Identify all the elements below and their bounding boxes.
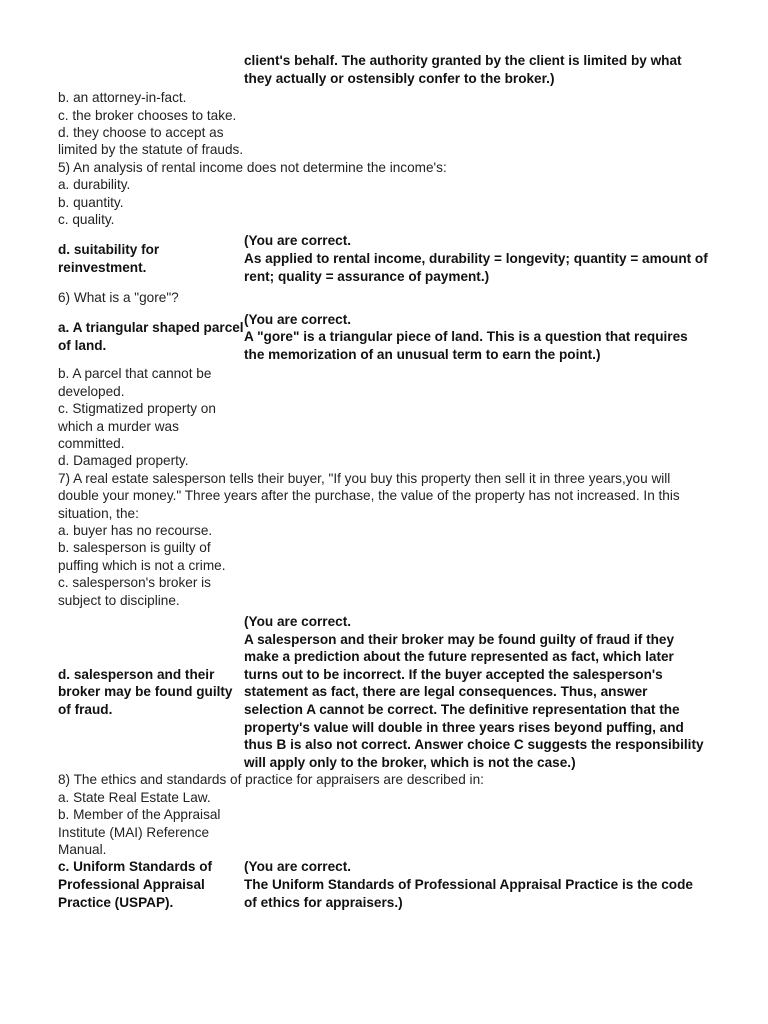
q8-answer-row — [58, 858, 708, 911]
q6-answer: a. A triangular shaped parcel of land. — [58, 320, 244, 354]
q4-explanation-row — [58, 52, 708, 87]
q7-option-b: b. salesperson is guilty of puffing which is not a crime. — [58, 540, 226, 573]
quiz-document — [58, 52, 708, 911]
q6-option-b: b. A parcel that cannot be developed. — [58, 366, 212, 399]
q8-feedback-text: The Uniform Standards of Professional Appraisal Practice is the code of ethics for appraisers.) — [244, 877, 693, 910]
q5-option-a: a. durability. — [58, 177, 131, 193]
q8-feedback-status: (You are correct. — [244, 859, 352, 875]
q4-option-b: b. an attorney-in-fact. — [58, 90, 187, 106]
q8-option-b: b. Member of the Appraisal Institute (MAI) Reference Manual. — [58, 807, 221, 858]
q5-option-b: b. quantity. — [58, 194, 124, 210]
q8-option-a: a. State Real Estate Law. — [58, 789, 211, 805]
q4-option-c: c. the broker chooses to take. — [58, 107, 237, 123]
q6-feedback-status: (You are correct. — [244, 311, 352, 327]
q6-question: 6) What is a "gore"? — [58, 290, 179, 306]
q5-question: 5) An analysis of rental income does not determine the income's: — [58, 159, 447, 175]
q5-feedback-text: As applied to rental income, durability = longevity; quantity = amount of rent; quality = assurance of payment.) — [244, 251, 708, 284]
q6-feedback — [244, 311, 708, 364]
q7-option-c: c. salesperson's broker is subject to discipline. — [58, 575, 211, 608]
q6-option-c: c. Stigmatized property on which a murder was committed. — [58, 401, 216, 452]
q5-answer-row — [58, 232, 708, 285]
q4-option-d: d. they choose to accept as limited by the statute of frauds. — [58, 125, 244, 158]
q8-answer: c. Uniform Standards of Professional Appraisal Practice (USPAP). — [58, 859, 213, 910]
q5-feedback — [244, 232, 708, 285]
q6-option-d: d. Damaged property. — [58, 453, 189, 469]
q4-explanation-tail: client's behalf. The authority granted by the client is limited by what they actually or ostensibly confer to the broker.) — [244, 53, 682, 86]
q7-question: 7) A real estate salesperson tells their buyer, "If you buy this property then sell it in three years,you will double your money." Three years after the purchase, the value of the property has not increased. In this situation, the: — [58, 470, 680, 521]
q6-answer-row — [58, 311, 708, 364]
q5-feedback-status: (You are correct. — [244, 233, 352, 249]
q6-feedback-text: A "gore" is a triangular piece of land. This is a question that requires the memorization of an unusual term to earn the point.) — [244, 329, 688, 362]
q7-answer: d. salesperson and their broker may be found guilty of fraud. — [58, 666, 233, 718]
q7-answer-row — [58, 613, 708, 771]
q5-option-c: c. quality. — [58, 212, 115, 228]
q7-feedback-status: (You are correct. — [244, 614, 352, 630]
q7-feedback — [244, 613, 708, 771]
q7-feedback-text: A salesperson and their broker may be found guilty of fraud if they make a prediction about the future represented as fact, which later turns out to be incorrect. If the buyer accepted the salesperson's statement as fact, there are legal consequences. Thus, answer selection A cannot be correct. The definitive representation that the property's value will double in three years rises beyond puffing, and thus B is also not correct. Answer choice C suggests the responsibility will apply only to the broker, which is not the case.) — [244, 631, 704, 770]
q5-answer: d. suitability for reinvestment. — [58, 242, 160, 275]
q8-question: 8) The ethics and standards of practice for appraisers are described in: — [58, 772, 484, 788]
q7-option-a: a. buyer has no recourse. — [58, 523, 213, 539]
q8-feedback — [244, 858, 708, 911]
